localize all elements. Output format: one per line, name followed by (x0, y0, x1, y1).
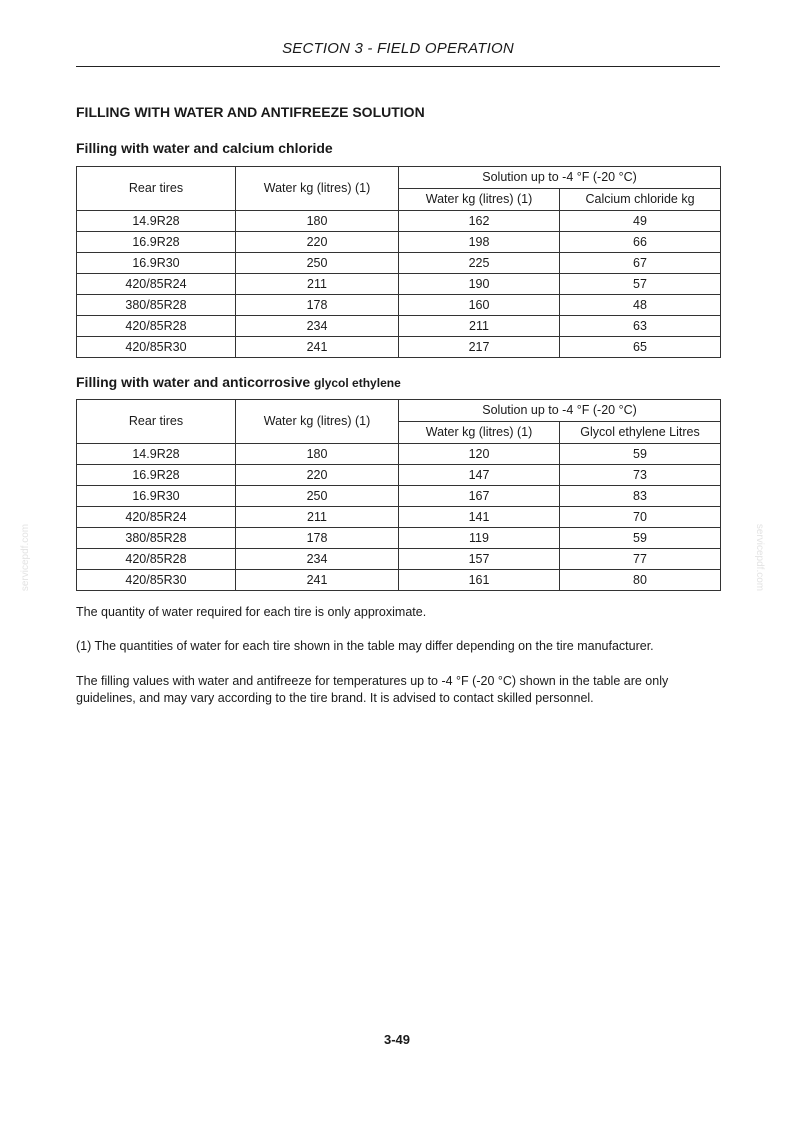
table-row (77, 295, 721, 316)
table2-heading-small: glycol ethylene (314, 376, 401, 390)
cell-tire-size: 16.9R30 (77, 253, 236, 274)
page-number: 3-49 (383, 1032, 411, 1047)
cell-additive: 65 (560, 337, 721, 358)
table-row (77, 274, 721, 295)
cell-tire-size: 420/85R24 (77, 274, 236, 295)
note-approximate: The quantity of water required for each tire is only approximate. (76, 605, 427, 619)
cell-additive: 70 (560, 507, 721, 528)
watermark-right: servicepdf.com (754, 523, 766, 592)
col-glycol-ethylene: Glycol ethylene Litres (560, 422, 721, 444)
cell-solution-water: 167 (399, 486, 560, 507)
cell-water: 250 (236, 486, 399, 507)
cell-solution-water: 147 (399, 465, 560, 486)
cell-water: 178 (236, 295, 399, 316)
cell-solution-water: 120 (399, 444, 560, 465)
section-header: SECTION 3 - FIELD OPERATION (282, 40, 514, 57)
cell-solution-water: 198 (399, 232, 560, 253)
cell-solution-water: 160 (399, 295, 560, 316)
table-row (77, 211, 721, 232)
cell-water: 234 (236, 316, 399, 337)
cell-additive: 48 (560, 295, 721, 316)
table-row (77, 507, 721, 528)
table-row (77, 486, 721, 507)
cell-additive: 59 (560, 528, 721, 549)
cell-tire-size: 380/85R28 (77, 528, 236, 549)
cell-tire-size: 420/85R30 (77, 337, 236, 358)
table-row (77, 570, 721, 591)
cell-water: 211 (236, 507, 399, 528)
cell-water: 180 (236, 211, 399, 232)
col-solution: Solution up to -4 °F (-20 °C) (399, 400, 721, 422)
cell-water: 178 (236, 528, 399, 549)
cell-solution-water: 225 (399, 253, 560, 274)
cell-water: 234 (236, 549, 399, 570)
cell-water: 241 (236, 337, 399, 358)
cell-tire-size: 420/85R30 (77, 570, 236, 591)
cell-water: 241 (236, 570, 399, 591)
cell-additive: 66 (560, 232, 721, 253)
cell-additive: 83 (560, 486, 721, 507)
header-rule (76, 66, 720, 67)
cell-solution-water: 190 (399, 274, 560, 295)
cell-solution-water: 217 (399, 337, 560, 358)
cell-solution-water: 162 (399, 211, 560, 232)
note-guideline: The filling values with water and antifreeze for temperatures up to -4 °F (-20 °C) shown in the table are only guidelines, and may vary according to the tire brand. It is advised to contact skilled personnel. (76, 674, 669, 705)
table-row (77, 465, 721, 486)
table-row (77, 316, 721, 337)
cell-additive: 67 (560, 253, 721, 274)
cell-additive: 57 (560, 274, 721, 295)
cell-additive: 77 (560, 549, 721, 570)
cell-tire-size: 420/85R24 (77, 507, 236, 528)
cell-additive: 63 (560, 316, 721, 337)
cell-tire-size: 16.9R28 (77, 232, 236, 253)
cell-tire-size: 380/85R28 (77, 295, 236, 316)
main-heading: FILLING WITH WATER AND ANTIFREEZE SOLUTION (76, 104, 425, 120)
cell-tire-size: 14.9R28 (77, 211, 236, 232)
table-row (77, 232, 721, 253)
table1-heading: Filling with water and calcium chloride (76, 140, 333, 156)
cell-water: 220 (236, 465, 399, 486)
col-solution-water: Water kg (litres) (1) (399, 422, 560, 444)
col-rear-tires: Rear tires (77, 400, 236, 444)
table-row (77, 528, 721, 549)
cell-additive: 49 (560, 211, 721, 232)
calcium-chloride-table (76, 166, 721, 358)
note-footnote: (1) The quantities of water for each tire shown in the table may differ depending on the tire manufacturer. (76, 639, 654, 653)
table2-heading (76, 374, 401, 390)
cell-tire-size: 420/85R28 (77, 316, 236, 337)
cell-tire-size: 420/85R28 (77, 549, 236, 570)
cell-tire-size: 14.9R28 (77, 444, 236, 465)
cell-tire-size: 16.9R30 (77, 486, 236, 507)
cell-solution-water: 119 (399, 528, 560, 549)
cell-additive: 73 (560, 465, 721, 486)
table2-body (77, 444, 721, 591)
cell-solution-water: 141 (399, 507, 560, 528)
col-solution-water: Water kg (litres) (1) (399, 189, 560, 211)
cell-additive: 80 (560, 570, 721, 591)
cell-water: 211 (236, 274, 399, 295)
cell-water: 220 (236, 232, 399, 253)
watermark-left: servicepdf.com (20, 523, 32, 592)
table-row (77, 253, 721, 274)
cell-solution-water: 161 (399, 570, 560, 591)
table-row (77, 337, 721, 358)
col-calcium-chloride: Calcium chloride kg (560, 189, 721, 211)
cell-water: 250 (236, 253, 399, 274)
table1-body (77, 211, 721, 358)
glycol-ethylene-table (76, 399, 721, 591)
table2-heading-main: Filling with water and anticorrosive (76, 374, 311, 390)
cell-solution-water: 211 (399, 316, 560, 337)
table-row (77, 444, 721, 465)
cell-water: 180 (236, 444, 399, 465)
cell-solution-water: 157 (399, 549, 560, 570)
col-solution: Solution up to -4 °F (-20 °C) (399, 167, 721, 189)
cell-additive: 59 (560, 444, 721, 465)
cell-tire-size: 16.9R28 (77, 465, 236, 486)
col-rear-tires: Rear tires (77, 167, 236, 211)
col-water: Water kg (litres) (1) (236, 400, 399, 444)
table-row (77, 549, 721, 570)
col-water: Water kg (litres) (1) (236, 167, 399, 211)
